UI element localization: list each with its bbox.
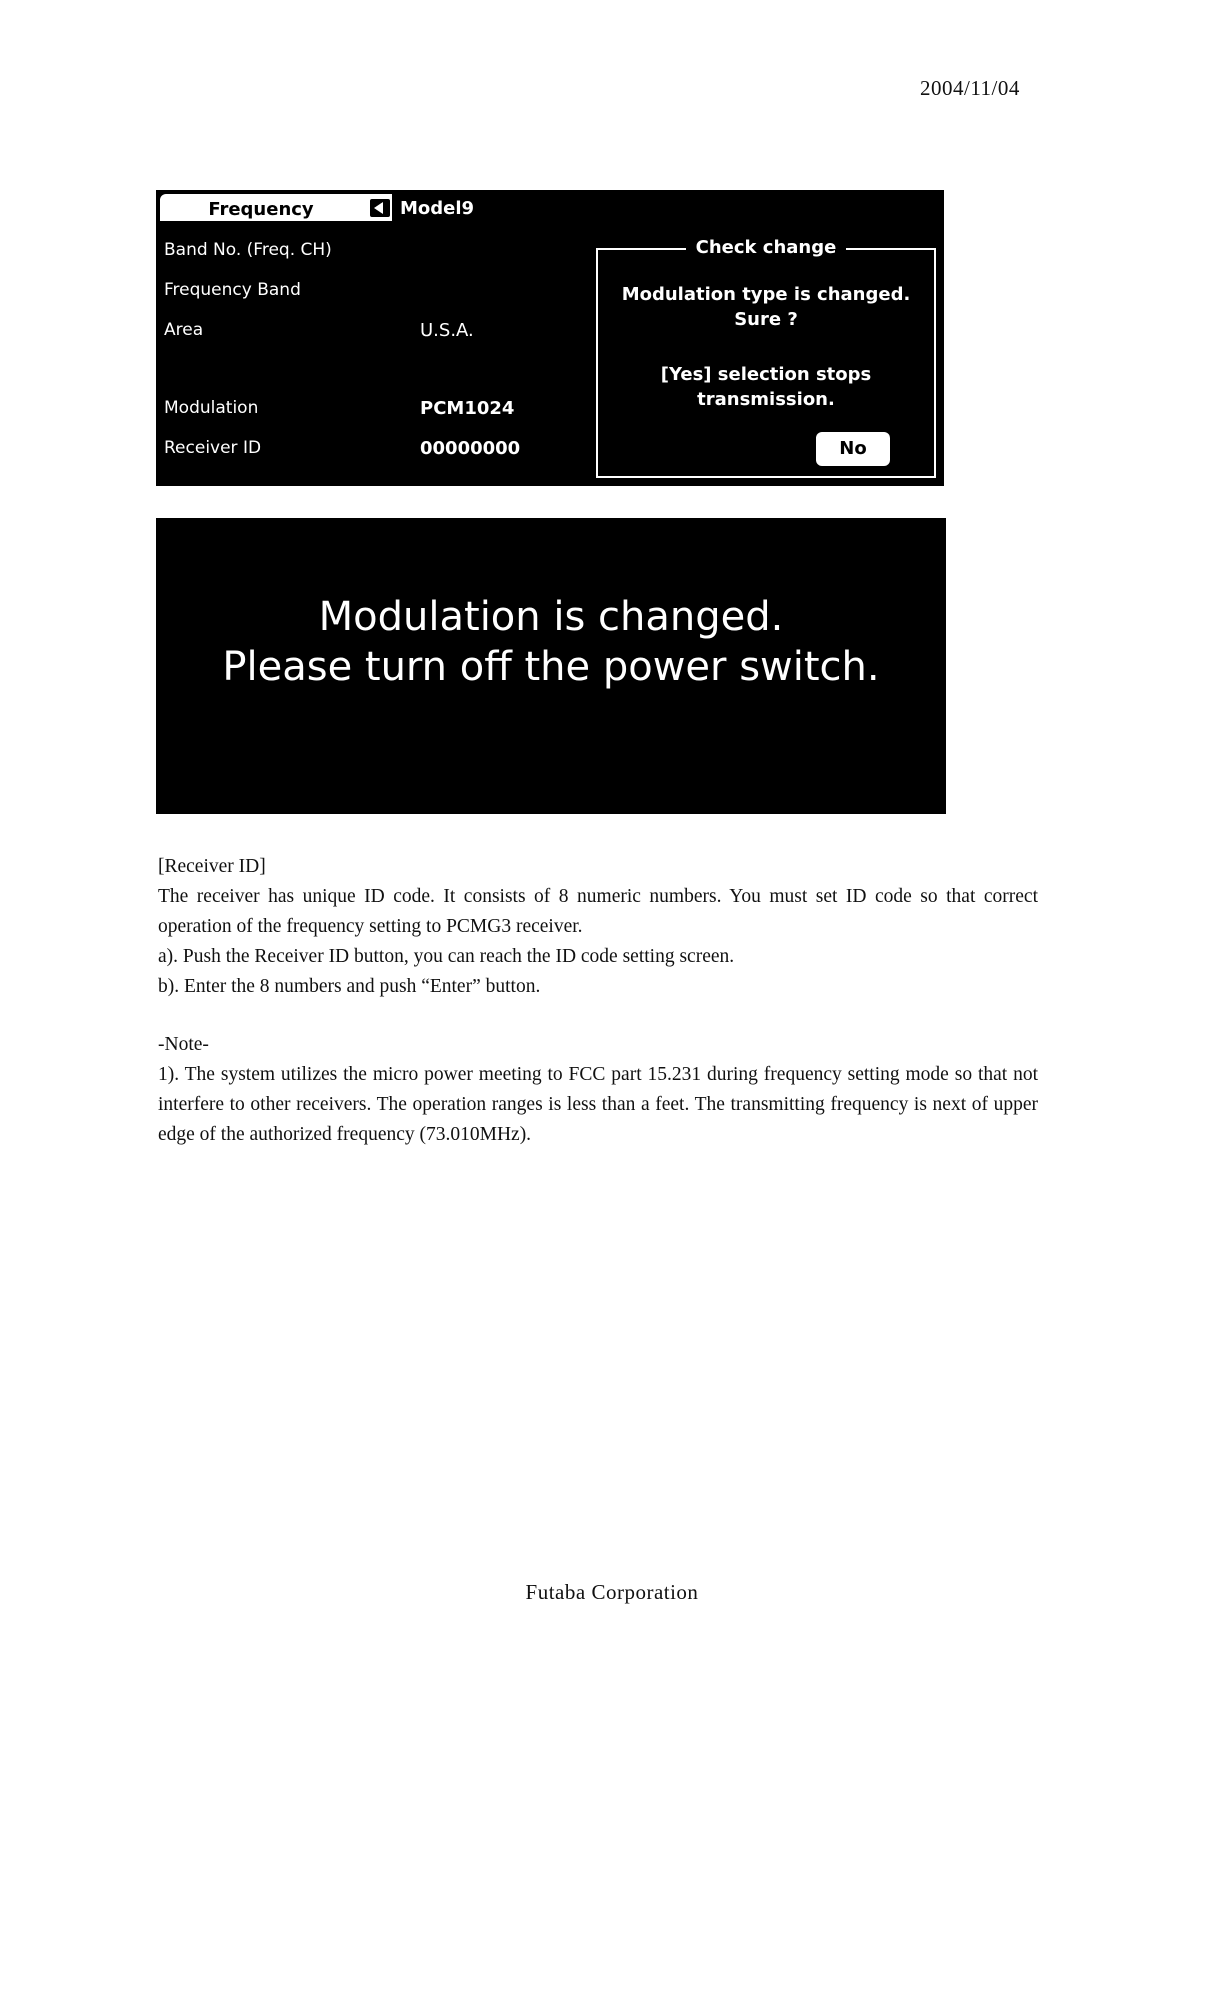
power-off-message-line2: Please turn off the power switch. [222,644,880,690]
document-date: 2004/11/04 [920,76,1020,100]
note-1: 1). The system utilizes the micro power meeting to FCC part 15.231 during frequency setting mode so that not interfere to other receivers. The operation ranges is less than a feet. The transmitting frequency is next of upper edge of the authorized frequency (73.010MHz). [158,1064,1038,1145]
frequency-tab[interactable] [160,194,392,221]
note-heading: -Note- [158,1034,209,1055]
area-label: Area [164,320,204,340]
check-change-dialog [596,237,936,478]
section-heading: [Receiver ID] [158,856,266,877]
step-a: a). Push the Receiver ID button, you can reach the ID code setting screen. [158,946,735,967]
power-off-message-line1: Modulation is changed. [318,594,784,640]
receiver-id-label: Receiver ID [164,438,262,458]
frequency-screen [156,190,944,486]
modulation-value[interactable]: PCM1024 [420,398,515,419]
model-name: Model9 [400,198,475,219]
receiver-id-value[interactable]: 00000000 [420,438,521,459]
dialog-warning: [Yes] selection stops transmission. [660,364,872,410]
modulation-label: Modulation [164,398,259,418]
dialog-message: Modulation type is changed. Sure ? [621,284,911,330]
receiver-id-paragraph: The receiver has unique ID code. It consists of 8 numeric numbers. You must set ID code so that correct operation of the frequency setting to PCMG3 receiver. [158,886,1038,937]
step-b: b). Enter the 8 numbers and push “Enter” button. [158,976,541,997]
no-button[interactable]: No [816,432,890,466]
frequency-band-label: Frequency Band [164,280,301,300]
dialog-title: Check change [598,237,934,258]
model-back-icon[interactable] [368,197,392,219]
power-off-screen [156,518,946,814]
document-body [158,852,1038,1150]
footer-company: Futaba Corporation [525,1580,699,1604]
area-value[interactable]: U.S.A. [420,320,474,341]
band-no-label: Band No. (Freq. CH) [164,240,332,260]
frequency-tab-label: Frequency [208,199,314,220]
